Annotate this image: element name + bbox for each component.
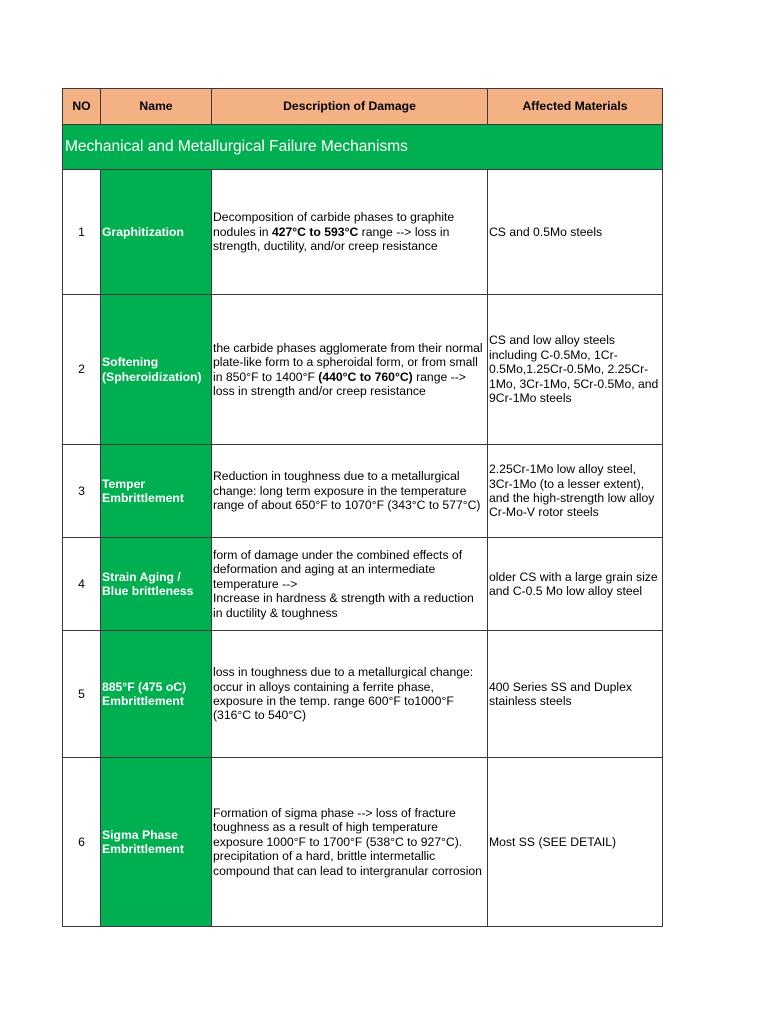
row-description <box>212 170 488 295</box>
header-description: Description of Damage <box>212 89 488 125</box>
row-no: 3 <box>63 445 101 538</box>
header-row <box>63 89 663 125</box>
section-title: Mechanical and Metallurgical Failure Mechanisms <box>63 125 663 170</box>
text-run: form of damage under the combined effects of deformation and aging at an intermediate temperature --> Increase in hardness & strength with a reduction in ductility & toughness <box>213 547 474 620</box>
table-row <box>63 631 663 758</box>
header-materials: Affected Materials <box>488 89 663 125</box>
row-materials: 2.25Cr-1Mo low alloy steel, 3Cr-1Mo (to a lesser extent), and the high-strength low alloy Cr-Mo-V rotor steels <box>488 445 663 538</box>
text-run: Formation of sigma phase --> loss of fracture toughness as a result of high temperature exposure 1000°F to 1700°F (538°C to 927°C). precipitation of a hard, brittle intermetallic compound that can lead to intergranular corrosion <box>213 805 482 878</box>
row-name: 885°F (475 oC) Embrittlement <box>101 631 212 758</box>
section-row <box>63 125 663 170</box>
row-name: Strain Aging / Blue brittleness <box>101 538 212 631</box>
table-row <box>63 170 663 295</box>
row-name: Temper Embrittlement <box>101 445 212 538</box>
table-row <box>63 445 663 538</box>
text-run: Reduction in toughness due to a metallurgical change: long term exposure in the temperature range of about 650°F to 1070°F (343°C to 577°C) <box>213 469 481 513</box>
text-run: Decomposition of carbide phases to graphite nodules in <box>213 210 455 239</box>
row-materials: older CS with a large grain size and C-0.5 Mo low alloy steel <box>488 538 663 631</box>
row-no: 1 <box>63 170 101 295</box>
table-body <box>63 89 663 927</box>
row-description <box>212 538 488 631</box>
row-materials: CS and low alloy steels including C-0.5Mo, 1Cr-0.5Mo,1.25Cr-0.5Mo, 2.25Cr-1Mo, 3Cr-1Mo, 5Cr-0.5Mo, and 9Cr-1Mo steels <box>488 295 663 445</box>
row-name: Graphitization <box>101 170 212 295</box>
row-materials: Most SS (SEE DETAIL) <box>488 758 663 927</box>
table-row <box>63 538 663 631</box>
row-name: Sigma Phase Embrittlement <box>101 758 212 927</box>
row-description <box>212 631 488 758</box>
header-no: NO <box>63 89 101 125</box>
header-name: Name <box>101 89 212 125</box>
row-name: Softening (Spheroidization) <box>101 295 212 445</box>
text-run: range --> loss in strength and/or creep resistance <box>213 369 466 398</box>
row-materials: CS and 0.5Mo steels <box>488 170 663 295</box>
row-description <box>212 295 488 445</box>
row-description <box>212 445 488 538</box>
row-no: 6 <box>63 758 101 927</box>
table-row <box>63 758 663 927</box>
row-description <box>212 758 488 927</box>
text-run: the carbide phases agglomerate from their normal plate-like form to a spheroidal form, or from small in 850°F to 1400°F <box>213 340 483 384</box>
row-materials: 400 Series SS and Duplex stainless steels <box>488 631 663 758</box>
row-no: 2 <box>63 295 101 445</box>
table-row <box>63 295 663 445</box>
text-run: loss in toughness due to a metallurgical change: occur in alloys containing a ferrite phase, exposure in the temp. range 600°F to1000°F (316°C to 540°C) <box>213 665 474 723</box>
row-no: 4 <box>63 538 101 631</box>
row-no: 5 <box>63 631 101 758</box>
text-run: range --> loss in strength, ductility, and/or creep resistance <box>213 224 450 254</box>
damage-mechanisms-table <box>62 88 663 927</box>
emphasis-text: (440°C to 760°C) <box>318 369 413 384</box>
emphasis-text: 427°C to 593°C <box>271 224 359 239</box>
